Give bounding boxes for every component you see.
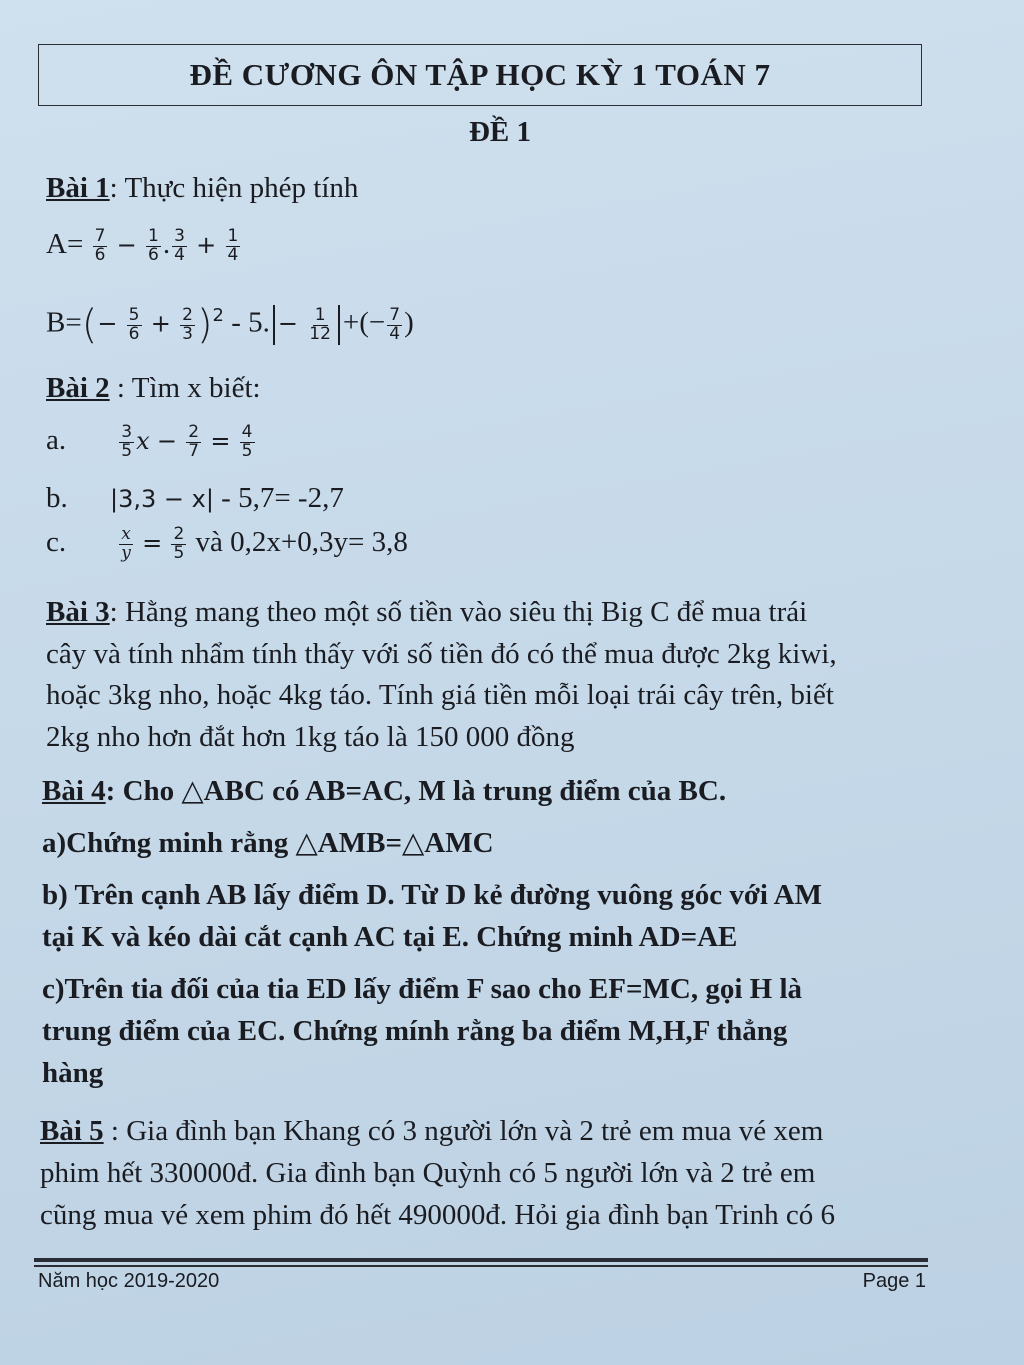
fraction: $\frac{7}{6}$ (94, 226, 106, 265)
text-line: : Cho △ABC có AB=AC, M là trung điểm của BC. (105, 775, 727, 807)
variable: x (136, 427, 150, 455)
fraction: $\frac{1}{12}$ (309, 304, 331, 344)
bai2-label: Bài 2 (46, 372, 110, 404)
bai3-paragraph (46, 592, 946, 758)
bai2-heading (46, 372, 261, 405)
item-mark: b. (46, 482, 68, 514)
page-title: ĐỀ CƯƠNG ÔN TẬP HỌC KỲ 1 TOÁN 7 (189, 57, 771, 92)
abs-expression: |3,3 − x| (110, 485, 214, 513)
bai2-c (46, 526, 408, 563)
operator: + (150, 309, 171, 338)
footer-year: Năm học 2019-2020 (38, 1270, 220, 1292)
text-line: hàng (42, 1057, 104, 1089)
abs-bar (273, 305, 275, 345)
text-line: cây và tính nhẩm tính thấy với số tiền đó có thể mua được 2kg kiwi, (46, 637, 837, 670)
paren: ( (81, 302, 98, 348)
bai1-heading (46, 172, 358, 205)
text-line: phim hết 330000đ. Gia đình bạn Quỳnh có 5 người lớn và 2 trẻ em (40, 1157, 816, 1189)
operator: = (142, 529, 163, 557)
expr-a-prefix: A= (46, 228, 84, 260)
expression-b (46, 302, 414, 348)
bai2-a (46, 424, 257, 461)
fraction: $\frac{7}{4}$ (389, 304, 401, 344)
footer-rule (34, 1258, 928, 1262)
operator: − (277, 309, 299, 338)
item-mark: c. (46, 526, 67, 558)
fraction: $\frac{x}{y}$ (121, 524, 131, 563)
bai5-paragraph (40, 1110, 940, 1236)
fraction: $\frac{3}{5}$ (121, 422, 133, 461)
fraction: $\frac{4}{5}$ (241, 422, 253, 461)
page-number: Page 1 (862, 1270, 926, 1292)
expr-b-tail: ) (404, 306, 414, 339)
fraction: $\frac{1}{6}$ (148, 226, 159, 265)
text-line: c)Trên tia đối của tia ED lấy điểm F sao cho EF=MC, gọi H là (42, 973, 803, 1005)
operator: . (162, 228, 171, 260)
expr-b-tail: +(− (342, 306, 386, 339)
fraction: $\frac{1}{4}$ (227, 226, 239, 265)
exam-number: ĐỀ 1 (468, 116, 532, 148)
bai4-label: Bài 4 (42, 775, 106, 807)
bai5-label: Bài 5 (40, 1115, 104, 1147)
title-box (38, 44, 922, 106)
text-line: b) Trên cạnh AB lấy điểm D. Từ D kẻ đường vuông góc với AM (42, 879, 822, 911)
text-line: trung điểm của EC. Chứng mính rằng ba điểm M,H,F thẳng (42, 1015, 788, 1047)
equation-rest: và 0,2x+0,3y= 3,8 (188, 526, 408, 558)
bai3-label: Bài 3 (46, 596, 110, 628)
operator: − (97, 309, 118, 338)
bai4-paragraph (42, 770, 942, 1094)
footer-rule (34, 1265, 928, 1267)
text-line: tại K và kéo dài cắt cạnh AC tại E. Chứng minh AD=AE (42, 921, 738, 953)
bai2-text: : Tìm x biết: (109, 372, 261, 404)
fraction: $\frac{5}{6}$ (128, 304, 140, 344)
fraction: $\frac{3}{4}$ (174, 226, 185, 265)
exponent: 2 (212, 305, 224, 326)
item-mark: a. (46, 424, 67, 456)
fraction: $\frac{2}{5}$ (173, 524, 185, 563)
expr-b-prefix: B= (46, 306, 82, 339)
text-line: 2kg nho hơn đắt hơn 1kg táo là 150 000 đồng (46, 720, 575, 753)
expr-b-mid: - 5. (231, 306, 270, 339)
operator: − (156, 427, 177, 455)
fraction: $\frac{2}{7}$ (188, 422, 200, 461)
paren: ) (196, 302, 213, 348)
text-line: hoặc 3kg nho, hoặc 4kg táo. Tính giá tiền mỗi loại trái cây trên, biết (46, 679, 834, 711)
text-line: a)Chứng minh rằng △AMB=△AMC (42, 827, 494, 859)
fraction: $\frac{2}{3}$ (182, 304, 193, 344)
operator: + (196, 231, 217, 259)
text-line: : Hằng mang theo một số tiền vào siêu thị Big C để mua trái (109, 596, 808, 628)
text-line: : Gia đình bạn Khang có 3 người lớn và 2 trẻ em mua vé xem (103, 1115, 824, 1147)
text-line: cũng mua vé xem phim đó hết 490000đ. Hỏi gia đình bạn Trinh có 6 (40, 1199, 836, 1231)
bai1-label: Bài 1 (46, 172, 110, 204)
bai2-b (46, 482, 344, 515)
operator: = (210, 427, 231, 455)
equation-rest: - 5,7= -2,7 (213, 482, 344, 514)
operator: − (116, 231, 137, 259)
abs-bar (338, 305, 340, 345)
expression-a (46, 228, 242, 265)
bai1-text: : Thực hiện phép tính (109, 172, 359, 204)
